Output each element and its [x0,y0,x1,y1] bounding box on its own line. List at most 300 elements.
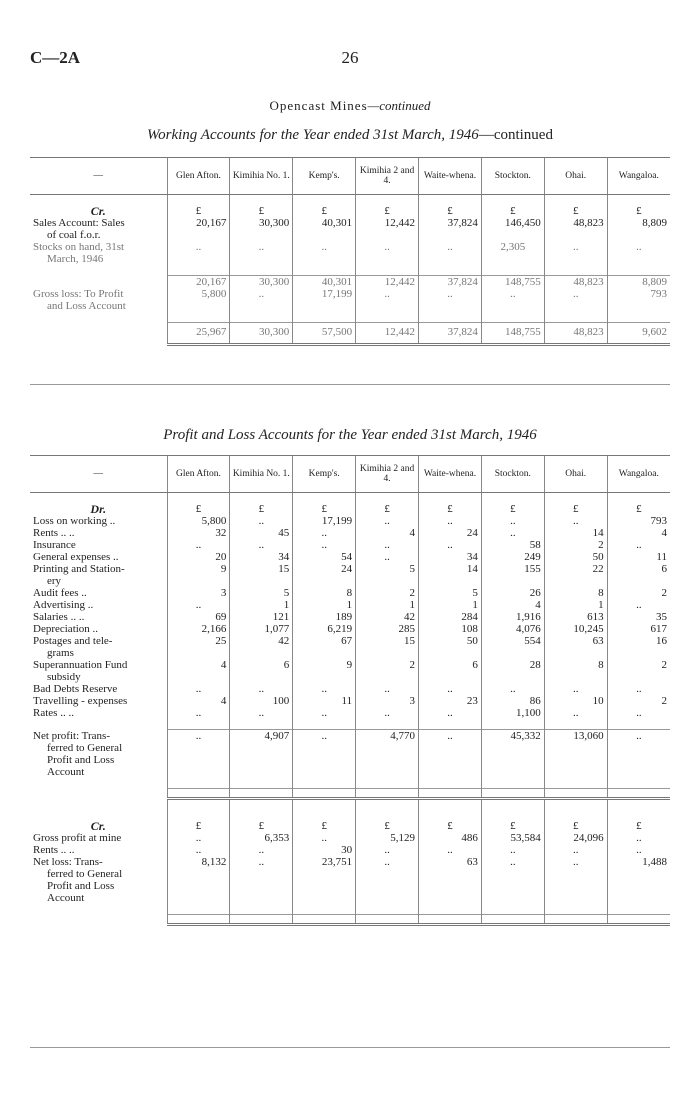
table-cell: 45,332 [481,730,544,778]
row-label: Superannuation Fund subsidy [33,659,128,683]
table-cell: .. [607,241,670,265]
table-cell: 34 [419,551,482,563]
total-cell: 9,602 [607,323,670,345]
table-cell: 35 [607,611,670,623]
total-cell: 12,442 [356,323,419,345]
pound-sign: £ [419,205,482,217]
table-cell: .. [607,730,670,778]
table-row [30,515,670,527]
table-cell: .. [167,730,230,778]
table-cell: .. [230,856,293,904]
row-label: Postages and tele- grams [33,635,113,659]
total-cell: 37,824 [419,323,482,345]
table-row [30,695,670,707]
dr-label: Dr. [90,502,107,516]
working-corner: — [30,158,167,195]
table-cell: 554 [481,635,544,659]
table-cell: .. [419,288,482,312]
table-cell: 1 [293,599,356,611]
table-cell: .. [167,539,230,551]
table-row [30,599,670,611]
table-cell: .. [293,707,356,719]
row-label: Travelling - expenses [33,695,128,707]
table-cell: .. [356,707,419,719]
table-row [30,659,670,683]
table-cell: 2 [356,587,419,599]
pound-sign: £ [356,205,419,217]
pound-sign: £ [481,820,544,832]
total-cell: 30,300 [230,323,293,345]
pl-cr-row [30,820,670,832]
table-row [30,217,670,241]
row-label [30,915,167,925]
table-cell: 54 [293,551,356,563]
page-reference: C—2A [30,48,81,67]
row-label: Sales Account: Sales of coal f.o.r. [33,217,125,241]
table-cell: 15 [356,635,419,659]
column-header: Ohai. [544,456,607,493]
pound-sign: £ [607,205,670,217]
table-cell: 8 [544,587,607,599]
table-cell: 9 [167,563,230,587]
table-cell: 32 [167,527,230,539]
table-row [30,730,670,778]
row-label: Gross profit at mine [33,832,122,844]
table-cell: 617 [607,623,670,635]
column-header: Wangaloa. [607,456,670,493]
table-cell: .. [293,832,356,844]
table-cell: 5 [419,587,482,599]
table-cell: 1,077 [230,623,293,635]
table-cell: .. [167,844,230,856]
column-header: Wangaloa. [607,158,670,195]
table-row [30,623,670,635]
pound-sign: £ [419,503,482,515]
table-cell: 8,809 [607,217,670,241]
table-cell: 2,305 [481,241,544,265]
table-cell: 34 [230,551,293,563]
total-row [30,915,670,925]
pound-sign: £ [230,205,293,217]
total-cell: 148,755 [481,323,544,345]
table-cell: 4 [607,527,670,539]
table-cell: 63 [544,635,607,659]
total-row [30,789,670,799]
table-cell: .. [167,832,230,844]
table-cell: .. [230,844,293,856]
table-cell: .. [607,599,670,611]
profit-loss-title: Profit and Loss Accounts for the Year ended 31st March, 1946 [163,427,537,443]
table-cell: .. [167,241,230,265]
column-header: Kimihia 2 and 4. [356,158,419,195]
table-cell: .. [230,707,293,719]
row-label: Net profit: Trans- ferred to General Profit and Loss Account [33,730,123,778]
table-cell: .. [481,288,544,312]
table-row [30,288,670,312]
table-row [30,832,670,844]
table-cell: 284 [419,611,482,623]
working-accounts-title [0,127,700,144]
subtotal-cell: 20,167 [167,276,230,289]
table-cell: 17,199 [293,288,356,312]
pound-sign: £ [167,205,230,217]
subtotal-cell: 148,755 [481,276,544,289]
total-cell [481,915,544,925]
table-cell: 58 [481,539,544,551]
table-cell: 48,823 [544,217,607,241]
total-cell [356,915,419,925]
pound-sign: £ [544,205,607,217]
table-cell: 2 [607,695,670,707]
column-header: Kimihia 2 and 4. [356,456,419,493]
total-cell [230,789,293,799]
table-cell: 12,442 [356,217,419,241]
table-cell: .. [607,683,670,695]
table-cell: 17,199 [293,515,356,527]
table-cell: 10 [544,695,607,707]
table-row [30,611,670,623]
table-cell: 6 [419,659,482,683]
section-title-suffix: —continued [367,98,431,113]
table-cell: .. [607,707,670,719]
row-label: Advertising .. [33,599,94,611]
pound-sign: £ [544,503,607,515]
table-cell: 69 [167,611,230,623]
cr-label: Cr. [90,204,106,218]
table-cell: 6,353 [230,832,293,844]
table-cell: 793 [607,515,670,527]
row-label: Net loss: Trans- ferred to General Profit and Loss Account [33,856,123,904]
working-header-row [30,158,670,195]
table-cell: 2,166 [167,623,230,635]
table-cell: 9 [293,659,356,683]
table-cell: 5,800 [167,288,230,312]
table-cell: 14 [544,527,607,539]
cr-label: Cr. [90,819,106,833]
table-cell: .. [481,856,544,904]
table-cell: 1 [230,599,293,611]
total-cell [607,789,670,799]
table-cell: 4,076 [481,623,544,635]
table-cell: .. [230,683,293,695]
table-cell: 3 [356,695,419,707]
table-cell: 42 [230,635,293,659]
table-cell: .. [419,241,482,265]
total-cell [481,789,544,799]
pl-header-row [30,456,670,493]
section-divider [30,384,670,385]
subtotal-row [30,276,670,289]
total-cell [544,915,607,925]
row-label: Insurance [33,539,76,551]
table-cell: 6,219 [293,623,356,635]
column-header: Glen Afton. [167,158,230,195]
subtotal-cell: 30,300 [230,276,293,289]
table-cell: 2 [544,539,607,551]
pound-sign: £ [356,820,419,832]
table-cell: .. [356,288,419,312]
table-cell: 3 [167,587,230,599]
total-cell [167,789,230,799]
total-cell [356,789,419,799]
row-label: Depreciation .. [33,623,99,635]
table-cell: 28 [481,659,544,683]
table-cell: 8 [544,659,607,683]
table-cell: .. [293,730,356,778]
table-cell: 1,916 [481,611,544,623]
table-cell: .. [230,539,293,551]
table-cell: 486 [419,832,482,844]
pound-sign: £ [481,205,544,217]
table-cell: 4,770 [356,730,419,778]
table-cell: .. [607,539,670,551]
pound-sign: £ [167,503,230,515]
table-cell: .. [544,515,607,527]
table-row [30,527,670,539]
table-row [30,856,670,904]
row-label: Stocks on hand, 31st March, 1946 [33,241,125,265]
table-cell: 8 [293,587,356,599]
table-cell: 1,100 [481,707,544,719]
table-cell: 42 [356,611,419,623]
table-cell: 146,450 [481,217,544,241]
table-cell: .. [356,539,419,551]
table-cell: .. [544,707,607,719]
table-cell: 4 [167,659,230,683]
subtotal-cell: 12,442 [356,276,419,289]
table-cell: .. [293,241,356,265]
table-cell: .. [607,844,670,856]
subtotal-cell: 48,823 [544,276,607,289]
table-cell: .. [544,683,607,695]
table-cell: .. [607,832,670,844]
table-cell: 6 [230,659,293,683]
working-accounts-table [30,157,670,346]
table-cell: 16 [607,635,670,659]
table-cell: .. [356,551,419,563]
table-cell: 14 [419,563,482,587]
table-cell: .. [419,515,482,527]
column-header: Kimihia No. 1. [230,158,293,195]
column-header: Kemp's. [293,456,356,493]
table-cell: .. [230,515,293,527]
total-row [30,323,670,345]
pound-sign: £ [607,820,670,832]
table-cell: 63 [419,856,482,904]
table-cell: .. [544,241,607,265]
table-cell: 24 [419,527,482,539]
table-cell: 1,488 [607,856,670,904]
table-cell: 249 [481,551,544,563]
pound-sign: £ [293,205,356,217]
table-cell: 37,824 [419,217,482,241]
page-bottom-rule [30,1047,670,1048]
table-cell: 5,800 [167,515,230,527]
row-label: Printing and Station- ery [33,563,125,587]
pound-sign: £ [356,503,419,515]
row-label: Salaries .. .. [33,611,85,623]
table-row [30,241,670,265]
table-cell: .. [293,527,356,539]
table-cell: .. [167,707,230,719]
table-cell: 23 [419,695,482,707]
table-cell: .. [544,288,607,312]
column-header: Stockton. [481,456,544,493]
table-cell: .. [419,707,482,719]
table-cell: 86 [481,695,544,707]
table-cell: 26 [481,587,544,599]
table-cell: .. [481,515,544,527]
table-cell: .. [481,527,544,539]
row-label: Rents .. .. [33,527,75,539]
table-cell: .. [293,539,356,551]
subtotal-cell: 8,809 [607,276,670,289]
pound-sign: £ [293,503,356,515]
table-cell: 285 [356,623,419,635]
table-cell: 4 [481,599,544,611]
row-label [30,789,167,799]
total-cell: 48,823 [544,323,607,345]
total-cell [293,789,356,799]
table-cell: 4 [167,695,230,707]
total-cell [230,915,293,925]
pound-sign: £ [419,820,482,832]
table-cell: 5 [230,587,293,599]
table-cell: 67 [293,635,356,659]
working-title-main: Working Accounts for the Year ended 31st March, 1946 [147,127,479,143]
column-header: Kemp's. [293,158,356,195]
table-row [30,707,670,719]
table-cell: 2 [607,659,670,683]
row-label: Audit fees .. [33,587,87,599]
section-title-main: Opencast Mines [269,98,368,113]
table-row [30,683,670,695]
table-cell: .. [356,241,419,265]
table-cell: 10,245 [544,623,607,635]
working-cr-row [30,205,670,217]
table-cell: .. [481,683,544,695]
table-cell: 100 [230,695,293,707]
pound-sign: £ [167,820,230,832]
column-header: Waite-whena. [419,158,482,195]
table-cell: 5 [356,563,419,587]
table-cell: .. [230,241,293,265]
table-cell: .. [230,288,293,312]
pound-sign: £ [544,820,607,832]
table-cell: 30 [293,844,356,856]
pound-sign: £ [481,503,544,515]
table-cell: .. [356,683,419,695]
table-cell: 613 [544,611,607,623]
row-label: Gross loss: To Profit and Loss Account [33,288,126,312]
table-cell: .. [356,856,419,904]
total-cell [607,915,670,925]
table-cell: 20,167 [167,217,230,241]
row-label: General expenses .. [33,551,119,563]
table-cell: .. [419,539,482,551]
total-cell [419,915,482,925]
section-title [0,98,700,114]
table-cell: 23,751 [293,856,356,904]
table-cell: 189 [293,611,356,623]
table-cell: 155 [481,563,544,587]
table-cell: .. [167,683,230,695]
table-row [30,563,670,587]
table-cell: .. [544,844,607,856]
table-cell: .. [419,844,482,856]
table-cell: 50 [544,551,607,563]
table-cell: 11 [293,695,356,707]
total-cell [293,915,356,925]
profit-loss-table [30,455,670,926]
page-number: 26 [341,48,359,67]
row-label: Rents .. .. [33,844,75,856]
row-label: Bad Debts Reserve [33,683,118,695]
table-cell: 40,301 [293,217,356,241]
total-cell [544,789,607,799]
table-cell: 121 [230,611,293,623]
column-header: Stockton. [481,158,544,195]
pl-corner: — [30,456,167,493]
pound-sign: £ [230,820,293,832]
table-cell: 793 [607,288,670,312]
total-cell [419,789,482,799]
table-cell: 25 [167,635,230,659]
table-cell: 13,060 [544,730,607,778]
table-cell: .. [167,599,230,611]
table-row [30,587,670,599]
table-cell: .. [356,515,419,527]
table-cell: 2 [356,659,419,683]
row-label: Rates .. .. [33,707,74,719]
table-cell: 24 [293,563,356,587]
total-cell: 57,500 [293,323,356,345]
table-cell: .. [356,844,419,856]
column-header: Glen Afton. [167,456,230,493]
table-cell: 4 [356,527,419,539]
column-header: Waite-whena. [419,456,482,493]
table-cell: .. [293,683,356,695]
table-cell: 22 [544,563,607,587]
table-cell: .. [544,856,607,904]
working-title-suffix: —continued [478,127,553,143]
total-cell [167,915,230,925]
table-cell: .. [481,844,544,856]
table-cell: 1 [419,599,482,611]
subtotal-cell: 37,824 [419,276,482,289]
table-cell: 5,129 [356,832,419,844]
pound-sign: £ [230,503,293,515]
subtotal-cell: 40,301 [293,276,356,289]
table-row [30,539,670,551]
table-cell: 1 [356,599,419,611]
table-cell: 53,584 [481,832,544,844]
total-cell: 25,967 [167,323,230,345]
table-row [30,844,670,856]
row-label: Loss on working .. [33,515,116,527]
table-cell: 1 [544,599,607,611]
table-cell: 11 [607,551,670,563]
table-cell: 50 [419,635,482,659]
pound-sign: £ [293,820,356,832]
table-cell: 6 [607,563,670,587]
column-header: Ohai. [544,158,607,195]
table-cell: 20 [167,551,230,563]
table-cell: 2 [607,587,670,599]
table-cell: 30,300 [230,217,293,241]
table-cell: 108 [419,623,482,635]
table-cell: 8,132 [167,856,230,904]
